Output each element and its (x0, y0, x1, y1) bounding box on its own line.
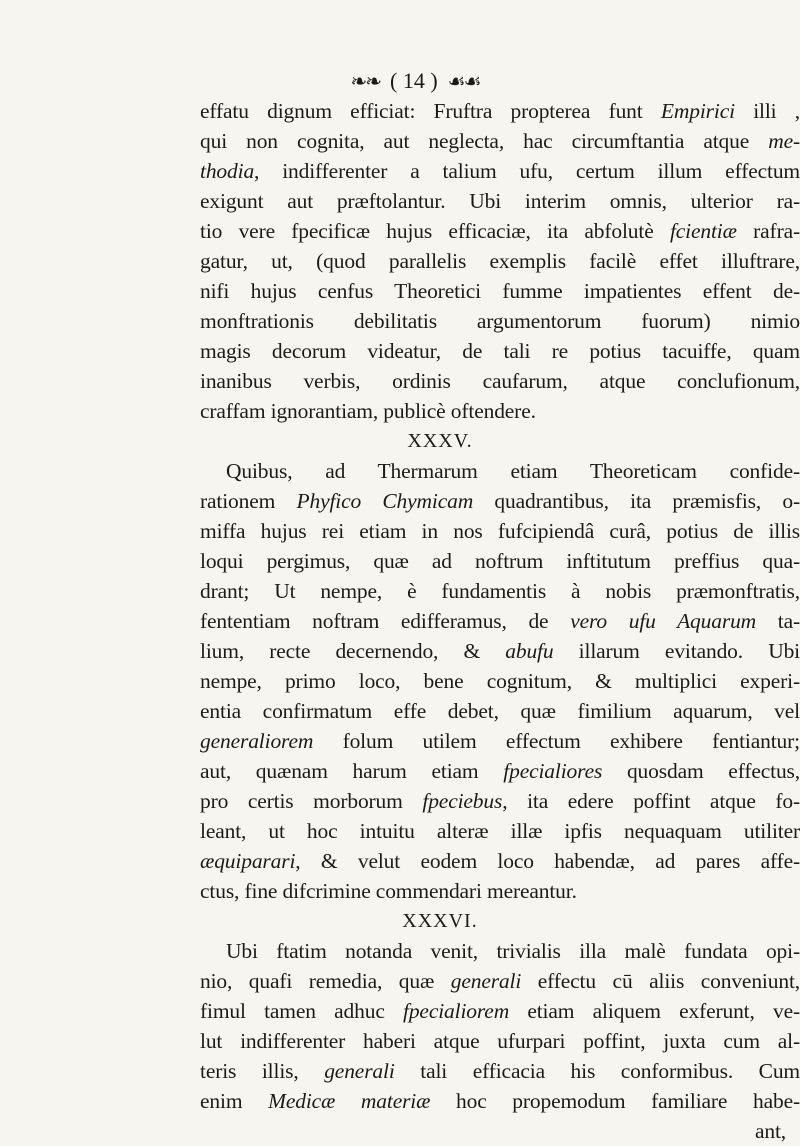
text-line: fententiam noftram edifferamus, de vero ufu Aquarum ta- (200, 609, 800, 633)
text-line: entia confirmatum effe debet, quæ fimilium aquarum, vel (200, 699, 800, 723)
text-line: gatur, ut, (quod parallelis exemplis facilè effet illuftrare, (200, 249, 800, 273)
text-line: rationem Phyfico Chymicam quadrantibus, ita præmisfis, o- (200, 489, 800, 513)
text-line: nempe, primo loco, bene cognitum, & multiplici experi- (200, 669, 800, 693)
text-line: craffam ignorantiam, publicè oftendere. (200, 399, 536, 423)
text-line: enim Medicæ materiæ hoc propemodum familiare habe- (200, 1089, 800, 1113)
text-line: generaliorem folum utilem effectum exhibere fentiantur; (200, 729, 800, 753)
text-line: teris illis, generali tali efficacia his conformibus. Cum (200, 1059, 800, 1083)
text-line: thodia, indifferenter a talium ufu, certum illum effectum (200, 159, 800, 183)
text-line: qui non cognita, aut neglecta, hac circumftantia atque me- (200, 129, 800, 153)
catchword: ant, (754, 1119, 786, 1143)
body-text (200, 96, 800, 1146)
section-number: XXXVI. (402, 910, 478, 932)
page-number: ( 14 ) (390, 68, 438, 93)
text-line: drant; Ut nempe, è fundamentis à nobis præmonftratis, (200, 579, 800, 603)
text-line: tio vere fpecificæ hujus efficaciæ, ita abfolutè fcientiæ rafra- (200, 219, 800, 243)
page-header (250, 66, 580, 96)
text-line: exigunt aut præftolantur. Ubi interim omnis, ulterior ra- (200, 189, 800, 213)
text-line: inanibus verbis, ordinis caufarum, atque conclufionum, (200, 369, 800, 393)
text-line: ctus, fine difcrimine commendari mereantur. (200, 879, 577, 903)
section-number: XXXV. (407, 430, 473, 452)
text-line: loqui pergimus, quæ ad noftrum inftitutum preffius qua- (200, 549, 800, 573)
text-line: æquiparari, & velut eodem loco habendæ, ad pares affe- (200, 849, 800, 873)
ornament-right-icon: ☙☙ (447, 70, 480, 93)
text-line: magis decorum videatur, de tali re potius tacuiffe, quam (200, 339, 800, 363)
text-line: aut, quænam harum etiam fpecialiores quosdam effectus, (200, 759, 800, 783)
text-line: monftrationis debilitatis argumentorum fuorum) nimio (200, 309, 800, 333)
ornament-left-icon: ❧❧ (350, 70, 380, 93)
text-line: nio, quafi remedia, quæ generali effectu cū aliis conveniunt, (200, 969, 800, 993)
text-line: fimul tamen adhuc fpecialiorem etiam aliquem exferunt, ve- (200, 999, 800, 1023)
text-line: nifi hujus cenfus Theoretici fumme impatientes effent de- (200, 279, 800, 303)
text-line: miffa hujus rei etiam in nos fufcipiendâ curâ, potius de illis (200, 519, 800, 543)
text-line: lium, recte decernendo, & abufu illarum evitando. Ubi (200, 639, 800, 663)
text-line: Ubi ftatim notanda venit, trivialis illa malè fundata opi- (226, 939, 800, 963)
text-line: Quibus, ad Thermarum etiam Theoreticam confide- (226, 459, 800, 483)
text-line: leant, ut hoc intuitu alteræ illæ ipfis nequaquam utiliter (200, 819, 800, 843)
text-line: effatu dignum efficiat: Fruftra propterea funt Empirici illi , (200, 99, 800, 123)
text-line: lut indifferenter haberi atque ufurpari poffint, juxta cum al- (200, 1029, 800, 1053)
text-line: pro certis morborum fpeciebus, ita edere poffint atque fo- (200, 789, 800, 813)
